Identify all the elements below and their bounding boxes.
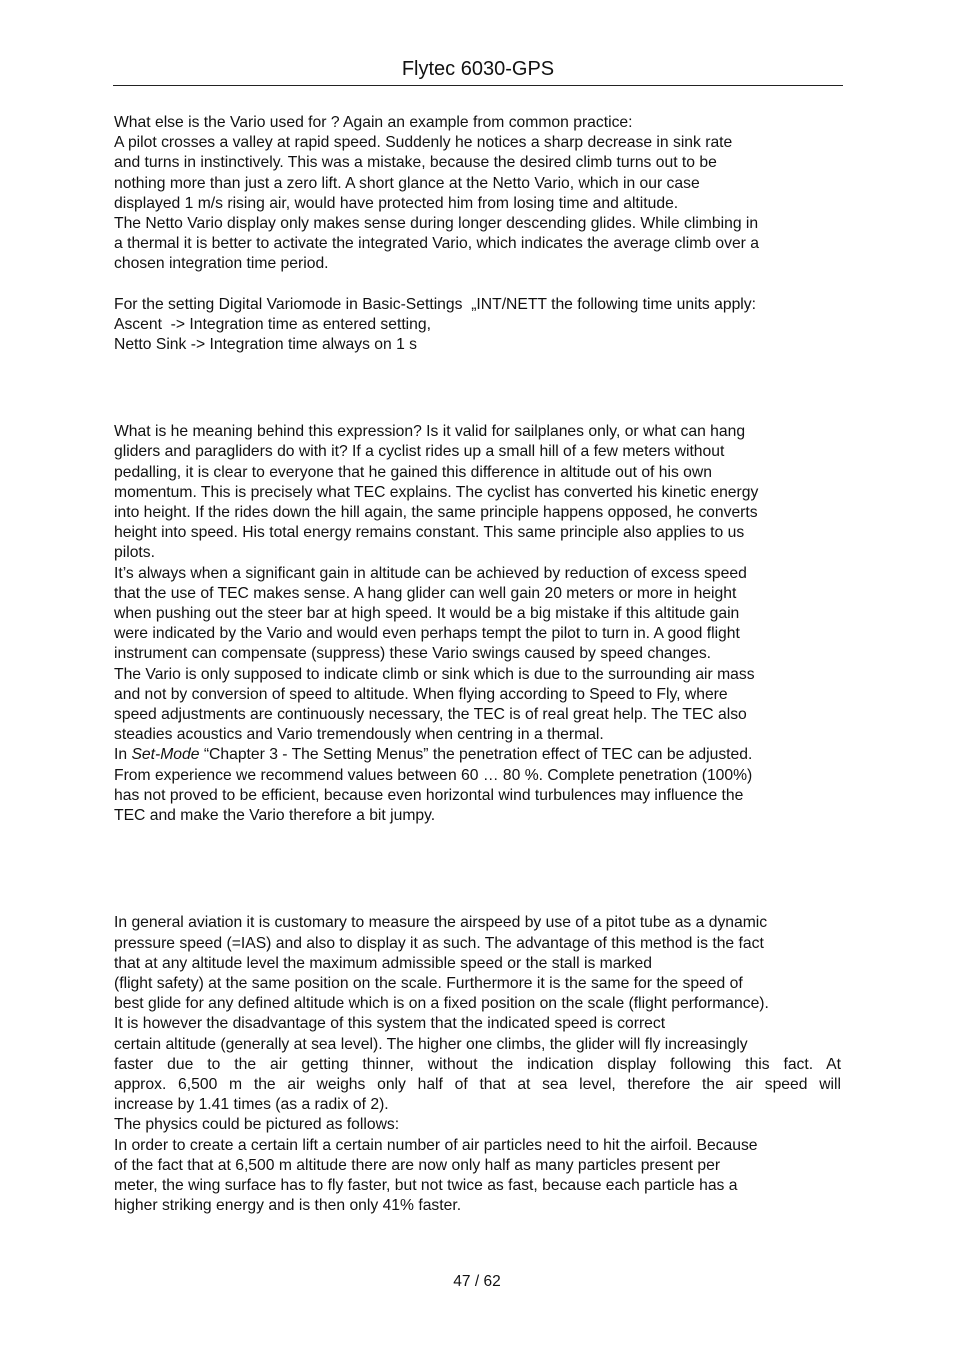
- text-line: In general aviation it is customary to measure the airspeed by use of a pitot tube as a dynamic: [114, 914, 768, 932]
- text-line: nothing more than just a zero lift. A short glance at the Netto Vario, which in our case: [114, 174, 700, 192]
- setmode-term: Set-Mode: [131, 746, 200, 764]
- text-line: certain altitude (generally at sea level). The higher one climbs, the glider will fly increasingly: [114, 1035, 748, 1053]
- setmode-suffix: “Chapter 3 - The Setting Menus” the penetration effect of TEC can be adjusted.: [199, 746, 753, 764]
- text-line: steadies acoustics and Vario tremendously when centring in a thermal.: [114, 726, 604, 744]
- text-line: into height. If the rides down the hill again, the same principle happens opposed, he converts: [114, 504, 758, 522]
- page-content: [114, 113, 854, 1216]
- text-line: pedalling, it is clear to everyone that he gained this difference in altitude out of his own: [114, 463, 712, 481]
- text-line: The Netto Vario display only makes sense during longer descending glides. While climbing in: [114, 215, 759, 233]
- text-line: best glide for any defined altitude which is on a fixed position on the scale (flight performance).: [114, 995, 769, 1013]
- text-line: Netto Sink -> Integration time always on 1 s: [114, 336, 418, 354]
- text-line: Ascent -> Integration time as entered setting,: [114, 315, 431, 333]
- text-line: higher striking energy and is then only 41% faster.: [114, 1197, 462, 1215]
- text-line: momentum. This is precisely what TEC explains. The cyclist has converted his kinetic energy: [114, 483, 759, 501]
- text-line: and turns in instinctively. This was a mistake, because the desired climb turns out to be: [114, 154, 717, 172]
- text-line: It is however the disadvantage of this system that the indicated speed is correct: [114, 1015, 666, 1033]
- text-line-setmode: [114, 745, 854, 765]
- text-line: has not proved to be efficient, because even horizontal wind turbulences may influence the: [114, 786, 744, 804]
- text-line: pressure speed (=IAS) and also to display it as such. The advantage of this method is the fact: [114, 934, 764, 952]
- text-line: a thermal it is better to activate the integrated Vario, which indicates the average climb over a: [114, 235, 759, 253]
- text-line: The physics could be pictured as follows:: [114, 1116, 400, 1134]
- text-line: and not by conversion of speed to altitude. When flying according to Speed to Fly, where: [114, 685, 728, 703]
- text-line: meter, the wing surface has to fly faster, but not twice as fast, because each particle has a: [114, 1176, 738, 1194]
- setmode-prefix: In: [114, 746, 132, 764]
- text-line: instrument can compensate (suppress) these Vario swings caused by speed changes.: [114, 645, 712, 663]
- text-line-justified: approx. 6,500 m the air weighs only half of that at sea level, therefore the air speed will: [114, 1075, 841, 1093]
- text-line: that at any altitude level the maximum admissible speed or the stall is marked: [114, 954, 652, 972]
- text-line: A pilot crosses a valley at rapid speed. Suddenly he notices a sharp decrease in sink rate: [114, 134, 733, 152]
- text-line: The Vario is only supposed to indicate climb or sink which is due to the surrounding air mass: [114, 665, 755, 683]
- text-line: chosen integration time period.: [114, 255, 329, 273]
- text-line: What is he meaning behind this expression? Is it valid for sailplanes only, or what can hang: [114, 423, 746, 441]
- text-line: For the setting Digital Variomode in Basic-Settings „INT/NETT the following time units apply:: [114, 295, 756, 313]
- text-line: TEC and make the Vario therefore a bit jumpy.: [114, 807, 436, 825]
- section-airspeed: [114, 913, 854, 1216]
- text-line: were indicated by the Vario and would even perhaps tempt the pilot to turn in. A good flight: [114, 625, 740, 643]
- text-line-justified: faster due to the air getting thinner, without the indication display following this fact. At: [114, 1055, 841, 1073]
- section-tec: [114, 422, 854, 826]
- text-line: From experience we recommend values between 60 … 80 %. Complete penetration (100%): [114, 766, 753, 784]
- text-line: In order to create a certain lift a certain number of air particles need to hit the airfoil. Because: [114, 1136, 758, 1154]
- page-header: [113, 56, 843, 86]
- section-vario-usage: [114, 113, 854, 275]
- text-line: that the use of TEC makes sense. A hang glider can well gain 20 meters or more in height: [114, 584, 737, 602]
- text-line: What else is the Vario used for ? Again an example from common practice:: [114, 114, 633, 131]
- text-line: speed adjustments are continuously necessary, the TEC is of real great help. The TEC also: [114, 706, 747, 724]
- text-line: increase by 1.41 times (as a radix of 2).: [114, 1096, 389, 1114]
- text-line: height into speed. His total energy remains constant. This same principle also applies to us: [114, 524, 745, 542]
- text-line: of the fact that at 6,500 m altitude there are now only half as many particles present per: [114, 1156, 721, 1174]
- section-variomode-setting: [114, 295, 854, 356]
- text-line: gliders and paragliders do with it? If a cyclist rides up a small hill of a few meters without: [114, 443, 725, 461]
- page-number: 47 / 62: [453, 1273, 501, 1290]
- text-line: pilots.: [114, 544, 155, 562]
- text-line: (flight safety) at the same position on the scale. Furthermore it is the same for the speed of: [114, 974, 743, 992]
- text-line: when pushing out the steer bar at high speed. It would be a big mistake if this altitude gain: [114, 605, 740, 623]
- text-line: It’s always when a significant gain in altitude can be achieved by reduction of excess speed: [114, 564, 747, 582]
- document-title: Flytec 6030-GPS: [401, 58, 555, 80]
- text-line: displayed 1 m/s rising air, would have protected him from losing time and altitude.: [114, 194, 679, 212]
